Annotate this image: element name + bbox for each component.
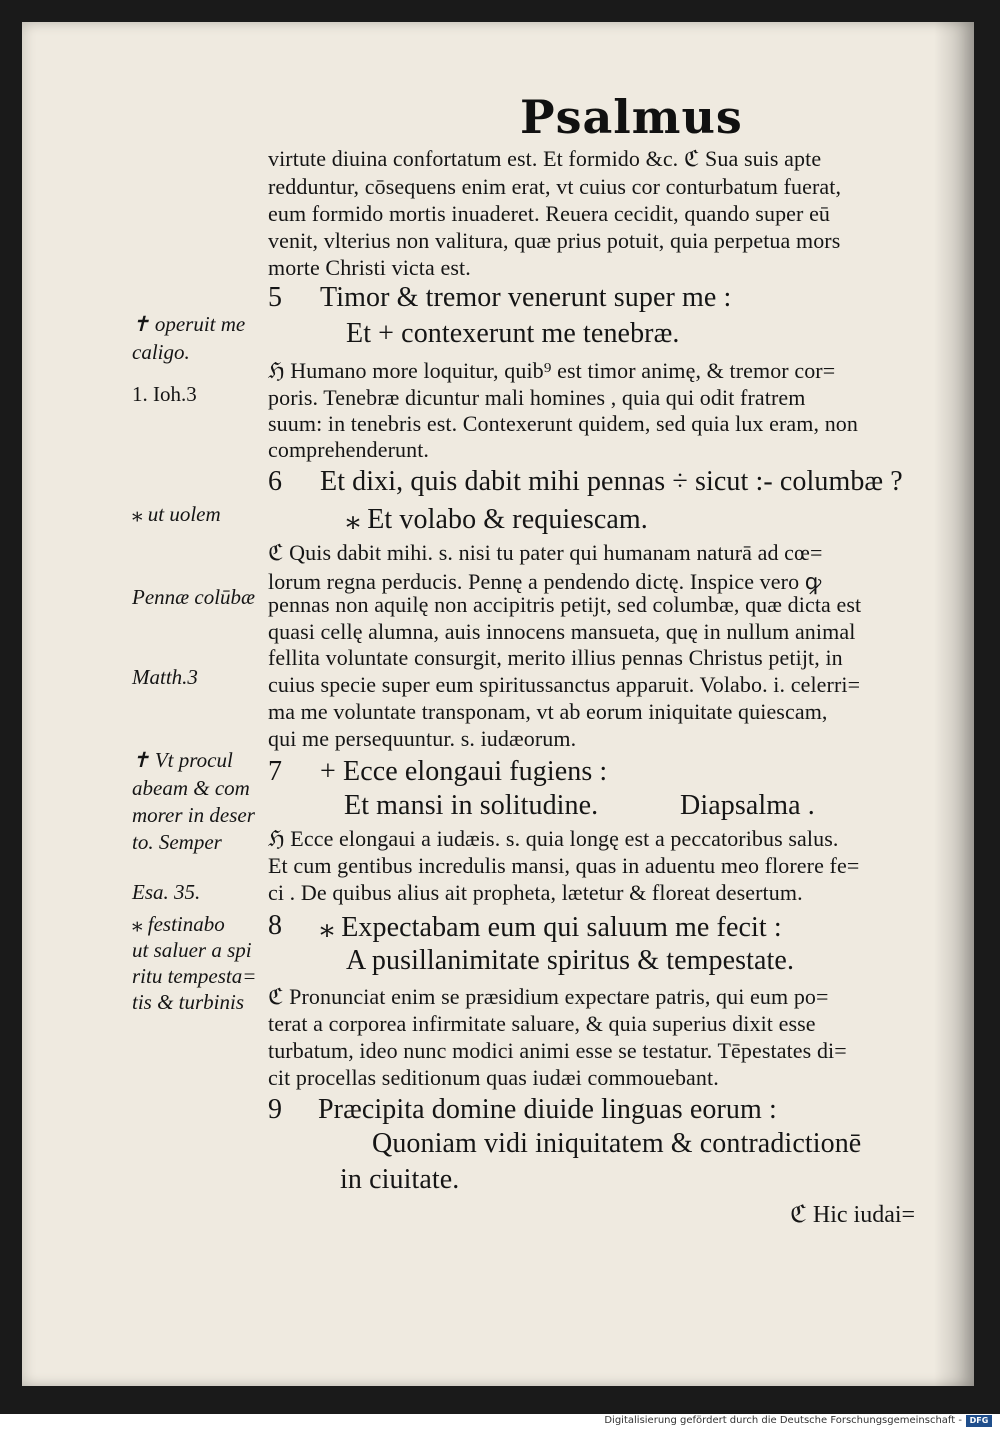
margin-note: Esa. 35. (132, 880, 201, 904)
verse-line: Et mansi in solitudine. (344, 790, 599, 821)
commentary-line: turbatum, ideo nunc modici animi esse se testatur. Tēpestates di= (268, 1038, 847, 1063)
body-line: virtute diuina confortatum est. Et formido &c. ℭ Sua suis apte (268, 146, 822, 171)
verse-line: ⁎ Expectabam eum qui saluum me fecit : (320, 912, 782, 943)
commentary-line: ma me voluntate transponam, vt ab eorum iniquitate quiescam, (268, 699, 828, 724)
footer-credit: Digitalisierung gefördert durch die Deutsche Forschungsgemeinschaft - (604, 1415, 962, 1426)
commentary-line: ℌ Ecce elongaui a iudæis. s. quia longę est a peccatoribus salus. (268, 826, 839, 851)
footer-bar (0, 1414, 1000, 1429)
commentary-line: pennas non aquilę non accipitris petijt, sed columbæ, quæ dicta est (268, 592, 862, 617)
body-line: venit, vlterius non valitura, quæ prius potuit, quia perpetua mors (268, 228, 841, 253)
margin-note: Pennæ colūbæ (132, 585, 256, 609)
verse-line: Quoniam vidi iniquitatem & contradictionē (372, 1128, 862, 1159)
margin-note: ut saluer a spi (132, 938, 252, 962)
commentary-line: suum: in tenebris est. Contexerunt quidem, sed quia lux eram, non (268, 411, 859, 436)
commentary-line: comprehenderunt. (268, 437, 430, 462)
margin-note: ⁎ ut uolem (132, 502, 221, 526)
verse-line: in ciuitate. (340, 1164, 460, 1195)
body-line: morte Christi victa est. (268, 255, 471, 280)
verse-line: A pusillanimitate spiritus & tempestate. (346, 945, 795, 976)
verse-line: Præcipita domine diuide linguas eorum : (318, 1094, 777, 1125)
commentary-line: qui me persequuntur. s. iudæorum. (268, 726, 577, 751)
margin-note: caligo. (132, 340, 190, 364)
commentary-line: ℭ Pronunciat enim se præsidium expectare patris, qui eum po= (268, 984, 829, 1009)
commentary-line: poris. Tenebræ dicuntur mali homines , quia qui odit fratrem (268, 385, 806, 410)
margin-note: ✝ Vt procul (132, 748, 233, 772)
commentary-line: ℌ Humano more loquitur, quib⁹ est timor animę, & tremor cor= (268, 358, 836, 383)
commentary-line: cit procellas seditionum quas iudæi commouebant. (268, 1065, 719, 1090)
page-edge-shadow (934, 22, 974, 1386)
commentary-line: fellita voluntate consurgit, merito illius pennas Christus petijt, in (268, 645, 843, 670)
commentary-line: quasi cellę alumna, auis innocens mansueta, quę in nullum animal (268, 619, 856, 644)
body-line: eum formido mortis inuaderet. Reuera cecidit, quando super eū (268, 201, 831, 226)
margin-note: ✝ operuit me (132, 312, 246, 336)
diapsalma: Diapsalma . (680, 790, 815, 821)
verse-number: 9 (268, 1094, 282, 1125)
commentary-line: ci . De quibus alius ait propheta, lætetur & floreat desertum. (268, 880, 803, 905)
verse-number: 8 (268, 910, 282, 941)
verse-line: Timor & tremor venerunt super me : (320, 282, 732, 313)
verse-line: + Ecce elongaui fugiens : (320, 756, 608, 787)
margin-note: 1. Ioh.3 (132, 382, 197, 406)
verse-line: ⁎ Et volabo & requiescam. (346, 504, 648, 535)
body-line: redduntur, cōsequens enim erat, vt cuius cor conturbatum fuerat, (268, 174, 842, 199)
margin-note: abeam & com (132, 776, 250, 800)
verse-number: 7 (268, 756, 282, 787)
catchword: ℭ Hic iudai= (790, 1202, 916, 1228)
commentary-line: Et cum gentibus incredulis mansi, quas in aduentu meo florere fe= (268, 853, 860, 878)
verse-number: 5 (268, 282, 282, 313)
margin-note: tis & turbinis (132, 990, 245, 1014)
dfg-logo-icon: DFG (966, 1415, 992, 1427)
margin-note: Matth.3 (132, 665, 198, 689)
margin-note: ⁎ festinabo (132, 912, 225, 936)
commentary-line: ℭ Quis dabit mihi. s. nisi tu pater qui humanam naturā ad cœ= (268, 540, 823, 565)
verse-number: 6 (268, 466, 282, 497)
margin-note: morer in deser (132, 803, 255, 827)
margin-note: to. Semper (132, 830, 222, 854)
running-head: Psalmus (520, 90, 743, 144)
verse-line: Et + contexerunt me tenebræ. (346, 318, 680, 349)
verse-line: Et dixi, quis dabit mihi pennas ÷ sicut :- columbæ ? (320, 466, 903, 497)
commentary-line: terat a corporea infirmitate saluare, & quia superius dixit esse (268, 1011, 816, 1036)
commentary-line: cuius specie super eum spiritussanctus apparuit. Volabo. i. celerri= (268, 672, 861, 697)
margin-note: ritu tempesta= (132, 964, 257, 988)
commentary-line: lorum regna perducis. Pennę a pendendo dictę. Inspice vero ꝙ (268, 569, 822, 594)
